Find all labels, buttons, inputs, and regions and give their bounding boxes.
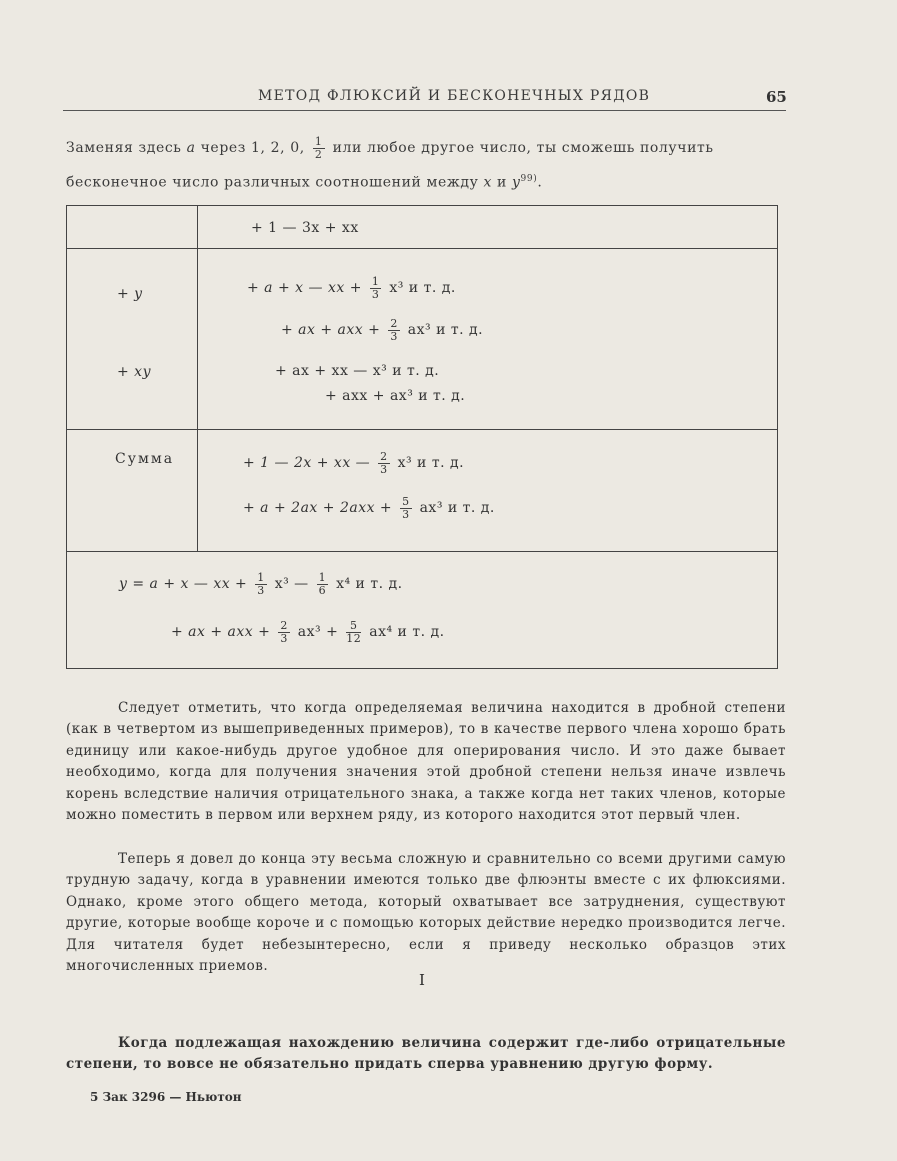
result-row-1: y = a + x — xx + $\frac{1}{3}$ x³ — $\frac{1}{6}$ x⁴ и т. д. [119,571,403,597]
header-rule [63,110,786,111]
row-y-1: + a + x — xx + $\frac{1}{3}$ x³ и т. д. [247,275,456,301]
label-y: + y [117,286,143,302]
section-number: I [419,971,425,989]
running-title: МЕТОД ФЛЮКСИЙ И БЕСКОНЕЧНЫХ РЯДОВ [258,88,651,104]
row-divider [67,429,777,430]
series-table [66,205,778,669]
label-sum: Сумма [115,451,175,467]
column-divider [197,206,198,551]
row-divider [67,551,777,552]
page-number: 65 [766,88,787,106]
row-divider [67,248,777,249]
label-xy: + xy [117,364,151,380]
top-row-expression: + 1 — 3x + xx [251,220,359,236]
sum-row-2: + a + 2ax + 2axx + $\frac{5}{3}$ ax³ и т. д. [243,495,495,521]
paragraph-3: Когда подлежащая нахождению величина содержит где-либо отрицательные степени, то вовсе не обязательно придать сперва уравнению другую форму. [66,1035,786,1073]
row-y-2: + ax + axx + $\frac{2}{3}$ ax³ и т. д. [281,317,484,343]
sum-row-1: + 1 — 2x + xx — $\frac{2}{3}$ x³ и т. д. [243,450,465,476]
paragraph-1: Следует отметить, что когда определяемая величина находится в дробной степени (как в четвертом из вышеприведенных примеров), то в качестве первого члена хорошо брать единицу или какое-нибудь другое удобное для оперирования число. И это даже бывает необходимо, когда для получения значения этой дробной степени нельзя иначе извлечь корень вследствие наличия отрицательного знака, а также когда нет таких членов, которые можно поместить в первом или верхнем ряду, из которого находится этот первый член. [66,700,786,824]
row-xy-1: + ax + xx — x³ и т. д. [275,363,440,379]
intro-line-2: бесконечное число различных соотношений между x и $y^{99)}$. [66,174,543,191]
paragraph-2: Теперь я довел до конца эту весьма сложную и сравнительно со всеми другими самую трудную задачу, когда в уравнении имеются только две флюэнты вместе с их флюксиями. Однако, кроме этого общего метода, который охватывает все затруднения, существуют другие, которые вообще короче и с помощью которых действие нередко производится легче. Для читателя будет небезынтересно, если я приведу несколько образцов этих многочисленных приемов. [66,851,786,975]
row-xy-2: + axx + ax³ и т. д. [325,388,466,404]
printer-signature: 5 Зак 3296 — Ньютон [90,1090,242,1104]
result-row-2: + ax + axx + $\frac{2}{3}$ ax³ + $\frac{5}{12}$ ax⁴ и т. д. [171,619,445,645]
fraction: $\frac{1}{2}$ [314,135,323,161]
intro-line-1: Заменяя здесь a через 1, 2, 0, $\frac{1}{2}$ или любое другое число, ты сможешь получить [66,135,714,161]
